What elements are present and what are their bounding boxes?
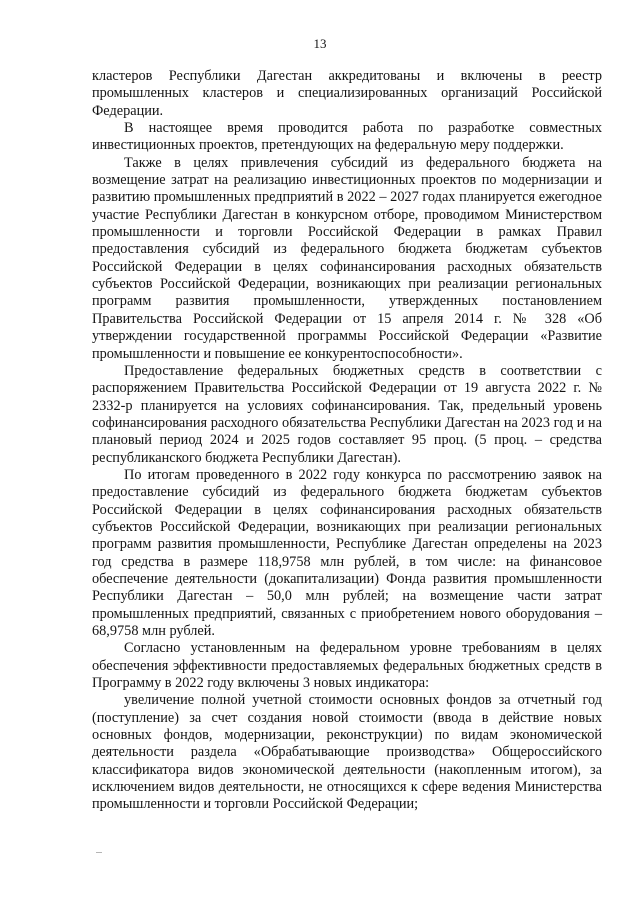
paragraph-new-indicators: Согласно установленным на федеральном уровне требованиям в целях обеспечения эффективности предоставляемых федеральных бюджетных средств в Программу в 2022 году включены 3 новых индикатора: [92,640,602,692]
paragraph-2022-competition-results: По итогам проведенного в 2022 году конкурса по рассмотрению заявок на предоставление субсидий из федерального бюджета бюджетам субъектов Российской Федерации в целях софинансирования расходных обязательств субъектов Российской Федерации, возникающих при реализации региональных программ развития промышленности, Республике Дагестан определены на 2023 год средства в размере 118,9758 млн рублей, в том числе: на финансовое обеспечение деятельности (докапитализации) Фонда развития промышленности Республики Дагестан – 50,0 млн рублей; на возмещение части затрат промышленных предприятий, связанных с приобретением нового оборудования – 68,9758 млн рублей. [92,466,602,639]
paragraph-cofinancing-level: Предоставление федеральных бюджетных средств в соответствии с распоряжением Правительства Российской Федерации от 19 августа 2022 г. № 2332-р планируется на условиях софинансирования. Так, предельный уровень софинансирования расходного обязательства Республики Дагестан на 2023 год и на плановый период 2024 и 2025 годов составляет 95 проц. (5 проц. – средства республиканского бюджета Республики Дагестан). [92,362,602,466]
page-number: 13 [313,36,327,51]
scan-artifact [96,852,102,853]
paragraph-subsidy-competition: Также в целях привлечения субсидий из федерального бюджета на возмещение затрат на реализацию инвестиционных проектов по модернизации и развитию промышленных предприятий в 2022 – 2027 годах планируется ежегодное участие Республики Дагестан в конкурсном отборе, проводимом Министерством промышленности и торговли Российской Федерации в рамках Правил предоставления субсидий из федерального бюджета бюджетам субъектов Российской Федерации в целях софинансирования расходных обязательств субъектов Российской Федерации, возникающих при реализации региональных программ развития промышленности, утвержденных постановлением Правительства Российской Федерации от 15 апреля 2014 г. № 328 «Об утверждении государственной программы Российской Федерации «Развитие промышленности и повышение ее конкурентоспособности». [92,154,602,362]
paragraph-joint-projects: В настоящее время проводится работа по разработке совместных инвестиционных проектов, претендующих на федеральную меру поддержки. [92,120,602,154]
body-text [92,68,602,814]
paragraph-clusters-continuation: кластеров Республики Дагестан аккредитованы и включены в реестр промышленных кластеров и специализированных организаций Российской Федерации. [92,68,602,119]
paragraph-indicator-fixed-assets: увеличение полной учетной стоимости основных фондов за отчетный год (поступление) за счет создания новой стоимости (ввода в действие новых основных фондов, модернизации, реконструкции) по видам экономической деятельности раздела «Обрабатывающие производства» Общероссийского классификатора видов экономической деятельности (накопленным итогом), за исключением видов деятельности, не относящихся к сфере ведения Министерства промышленности и торговли Российской Федерации; [92,692,602,813]
